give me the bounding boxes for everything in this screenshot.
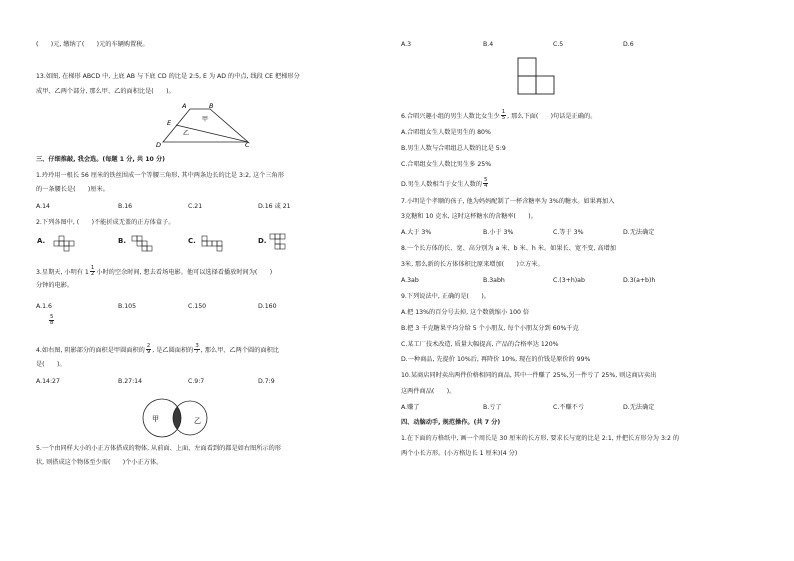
q8-line2: 3米, 那么新的长方体体积比原来增加( )立方米。	[401, 261, 544, 268]
q3-option-a[interactable]: A.1.6	[36, 303, 52, 310]
q4-fraction-1-denominator: 9	[146, 349, 151, 356]
q3-extra-numerator: 5	[50, 314, 54, 320]
q5-option-b[interactable]: B.4	[483, 41, 494, 48]
q4-fraction-2-denominator: 7	[195, 349, 199, 356]
cube-view-figure	[516, 56, 558, 98]
q4-option-c[interactable]: C.9:7	[188, 378, 205, 385]
net-a-icon	[52, 235, 82, 255]
q4-fraction-2-numerator: 3	[195, 343, 199, 349]
q4-line1	[36, 344, 279, 356]
s4-q1-line2: 两个小长方形。(小方格边长 1 厘米)(4 分)	[401, 450, 518, 457]
net-d-icon	[268, 233, 298, 255]
q8-option-d[interactable]: D.3(a+b)h	[623, 277, 656, 284]
q7-option-d[interactable]: D.无法确定	[623, 229, 655, 236]
trap-label-a: A	[182, 102, 187, 110]
venn-figure	[140, 396, 220, 440]
q10-option-c[interactable]: C.不赚不亏	[553, 404, 585, 411]
q10-option-d[interactable]: D.无法确定	[623, 404, 655, 411]
q6-fraction-denominator: 5	[501, 115, 506, 122]
trap-label-b: B	[209, 102, 214, 110]
section3-title: 三、仔细推敲, 我会选。(每题 1 分, 共 10 分)	[36, 156, 166, 163]
q3-text-b: 小时的空余时间, 想去看场电影。他可以选择看播放时间为( )	[96, 268, 273, 276]
q4-line2: 是( )。	[36, 361, 66, 368]
q9-option-c[interactable]: C.某工厂技术改造, 质量大幅提高, 产品的合格率达 120%	[401, 341, 559, 348]
q5-line1: 5.一个由同样大小的小正方体搭成的物体, 从前面、上面、左面看到的都是如右图所示的形	[36, 445, 281, 452]
q3-line1	[36, 266, 272, 278]
q9-option-b[interactable]: B.把 3 千克糖果平均分给 5 个小朋友, 每个小朋友分到 60%千克	[401, 325, 579, 332]
q6-option-d-text: D.男生人数相当于女生人数的	[401, 180, 482, 188]
q6-option-d[interactable]	[401, 178, 489, 190]
q3-fraction	[90, 266, 95, 278]
q4-text-b: , 是乙圆面积的	[152, 346, 194, 354]
q3-option-b[interactable]: B.105	[118, 303, 137, 310]
q1-option-b[interactable]: B.16	[118, 203, 133, 210]
q3-extra-fraction	[48, 315, 55, 327]
q2-option-c[interactable]: C.	[188, 237, 196, 245]
q10-line1: 10.某商店同时卖出两件价格相同的商品, 其中一件赚了 25%,另一件亏了 25%, 则这商店卖出	[401, 372, 657, 379]
q6-text-b: , 那么下面( )句话是正确的。	[507, 112, 597, 120]
q7-option-c[interactable]: C.等于 3%	[553, 229, 584, 236]
trapezoid-figure	[150, 100, 260, 150]
q3-fraction-denominator: 2	[90, 271, 95, 278]
q3-option-d[interactable]: D.160	[258, 303, 277, 310]
q6-option-d-fraction	[483, 178, 488, 190]
q6-option-c[interactable]: C.合唱组女生人数比男生多 25%	[401, 161, 492, 168]
q3-extra-denominator: 8	[50, 320, 54, 327]
q6-text-a: 6.合唱兴趣小组的男生人数比女生少	[401, 112, 500, 120]
q2-option-d[interactable]: D.	[258, 237, 267, 245]
q8-option-c[interactable]: C.(3+h)ab	[553, 277, 585, 284]
q4-fraction-2	[194, 344, 199, 356]
net-b-icon	[130, 235, 160, 257]
q3-option-c[interactable]: C.150	[188, 303, 207, 310]
q3-fraction-numerator: 1	[90, 265, 95, 271]
q7-option-b[interactable]: B.小于 3%	[483, 229, 514, 236]
q9-option-d[interactable]: D.一种商品, 先提价 10%后, 再降价 10%, 现在的价钱是原价的 99%	[401, 356, 591, 363]
q8-line1: 8.一个长方体的长、宽、高分别为 a 米、b 米、h 米。如果长、宽不变, 高增加	[401, 245, 616, 252]
trap-label-c: C	[245, 141, 250, 149]
q10-line2: 这两件商品( )。	[401, 388, 456, 395]
q7-line1: 7.小明是个孝顺的孩子, 他为妈妈配制了一杯含糖率为 3%的糖水。如果再加入	[401, 198, 615, 205]
q4-option-a[interactable]: A.14:27	[36, 378, 60, 385]
q4-option-d[interactable]: D.7:9	[258, 378, 275, 385]
q6-fraction-numerator: 1	[501, 109, 506, 115]
q5-line2: 状, 则搭成这个物体至少需( )个小正方体。	[36, 459, 163, 466]
q6-line1	[401, 110, 596, 122]
q2-line: 2.下列各图中, ( )不能折成无盖的正方体盒子。	[36, 219, 175, 226]
s4-q1-line1: 1.在下面的方格纸中, 画一个周长是 30 厘米的长方形, 要求长与宽的比是 2:1, 并把长方形分为 3:2 的	[401, 435, 680, 442]
q9-line: 9.下列说法中, 正确的是( )。	[401, 293, 490, 300]
q5-option-d[interactable]: D.6	[623, 41, 634, 48]
q4-fraction-1	[146, 344, 151, 356]
trap-label-jia: 甲	[202, 116, 209, 123]
q3-text-a: 3.星期天, 小明有 1	[36, 268, 89, 276]
q7-line2: 3克糖和 10 克水, 这时这杯糖水的含糖率( )。	[401, 213, 537, 220]
q10-option-b[interactable]: B.亏了	[483, 404, 502, 411]
q1-line1: 1.玲玲用一根长 56 厘米的铁丝围成一个等腰三角形, 其中两条边长的比是 3:2, 这个三角形	[36, 172, 284, 179]
q6-fraction	[501, 110, 506, 122]
q4-fraction-1-numerator: 2	[146, 343, 151, 349]
q6-option-d-denominator: 4	[483, 183, 488, 190]
q1-line2: 的一条腰长是( )厘米。	[36, 186, 109, 193]
q1-option-d[interactable]: D.16 或 21	[258, 203, 291, 210]
q1-option-a[interactable]: A.14	[36, 203, 50, 210]
q6-option-d-numerator: 5	[483, 177, 488, 183]
q7-option-a[interactable]: A.大于 3%	[401, 229, 432, 236]
q4-text-a: 4.如右图, 阴影部分的面积是甲圆面积的	[36, 346, 145, 354]
trap-label-yi: 乙	[183, 130, 190, 137]
venn-label-jia: 甲	[152, 415, 159, 423]
q1-option-c[interactable]: C.21	[188, 203, 203, 210]
q12-tail: ( )元, 缴纳了( )元的车辆购置税。	[36, 41, 149, 48]
q5-option-c[interactable]: C.5	[553, 41, 564, 48]
q10-option-a[interactable]: A.赚了	[401, 404, 420, 411]
q2-option-b[interactable]: B.	[118, 237, 126, 245]
q3-line2: 分钟的电影。	[36, 282, 74, 289]
trap-label-e: E	[167, 119, 172, 127]
q8-option-b[interactable]: B.3abh	[483, 277, 505, 284]
q13-line2: 成甲、乙两个部分, 那么甲、乙的面积比是( )。	[36, 88, 175, 95]
q4-text-c: , 那么甲、乙两个圆的面积比	[200, 346, 279, 354]
q5-option-a[interactable]: A.3	[401, 41, 412, 48]
q4-option-b[interactable]: B.27:14	[118, 378, 143, 385]
q9-option-a[interactable]: A.把 13%的百分号去掉, 这个数就缩小 100 倍	[401, 309, 530, 316]
section4-title: 四、动脑动手, 规范操作。(共 7 分)	[401, 419, 501, 426]
venn-label-yi: 乙	[194, 417, 201, 425]
net-c-icon	[200, 235, 230, 255]
q8-option-a[interactable]: A.3ab	[401, 277, 419, 284]
q13-line1: 13.如图, 在梯形 ABCD 中, 上底 AB 与下底 CD 的比是 2:5, E 为 AD 的中点, 线段 CE 把梯形分	[36, 73, 300, 80]
trap-label-d: D	[156, 141, 162, 149]
q6-option-b[interactable]: B.男生人数与合唱组总人数的比是 5:9	[401, 145, 506, 152]
q2-option-a[interactable]: A.	[37, 237, 46, 245]
q6-option-a[interactable]: A.合唱组女生人数是男生的 80%	[401, 129, 491, 136]
